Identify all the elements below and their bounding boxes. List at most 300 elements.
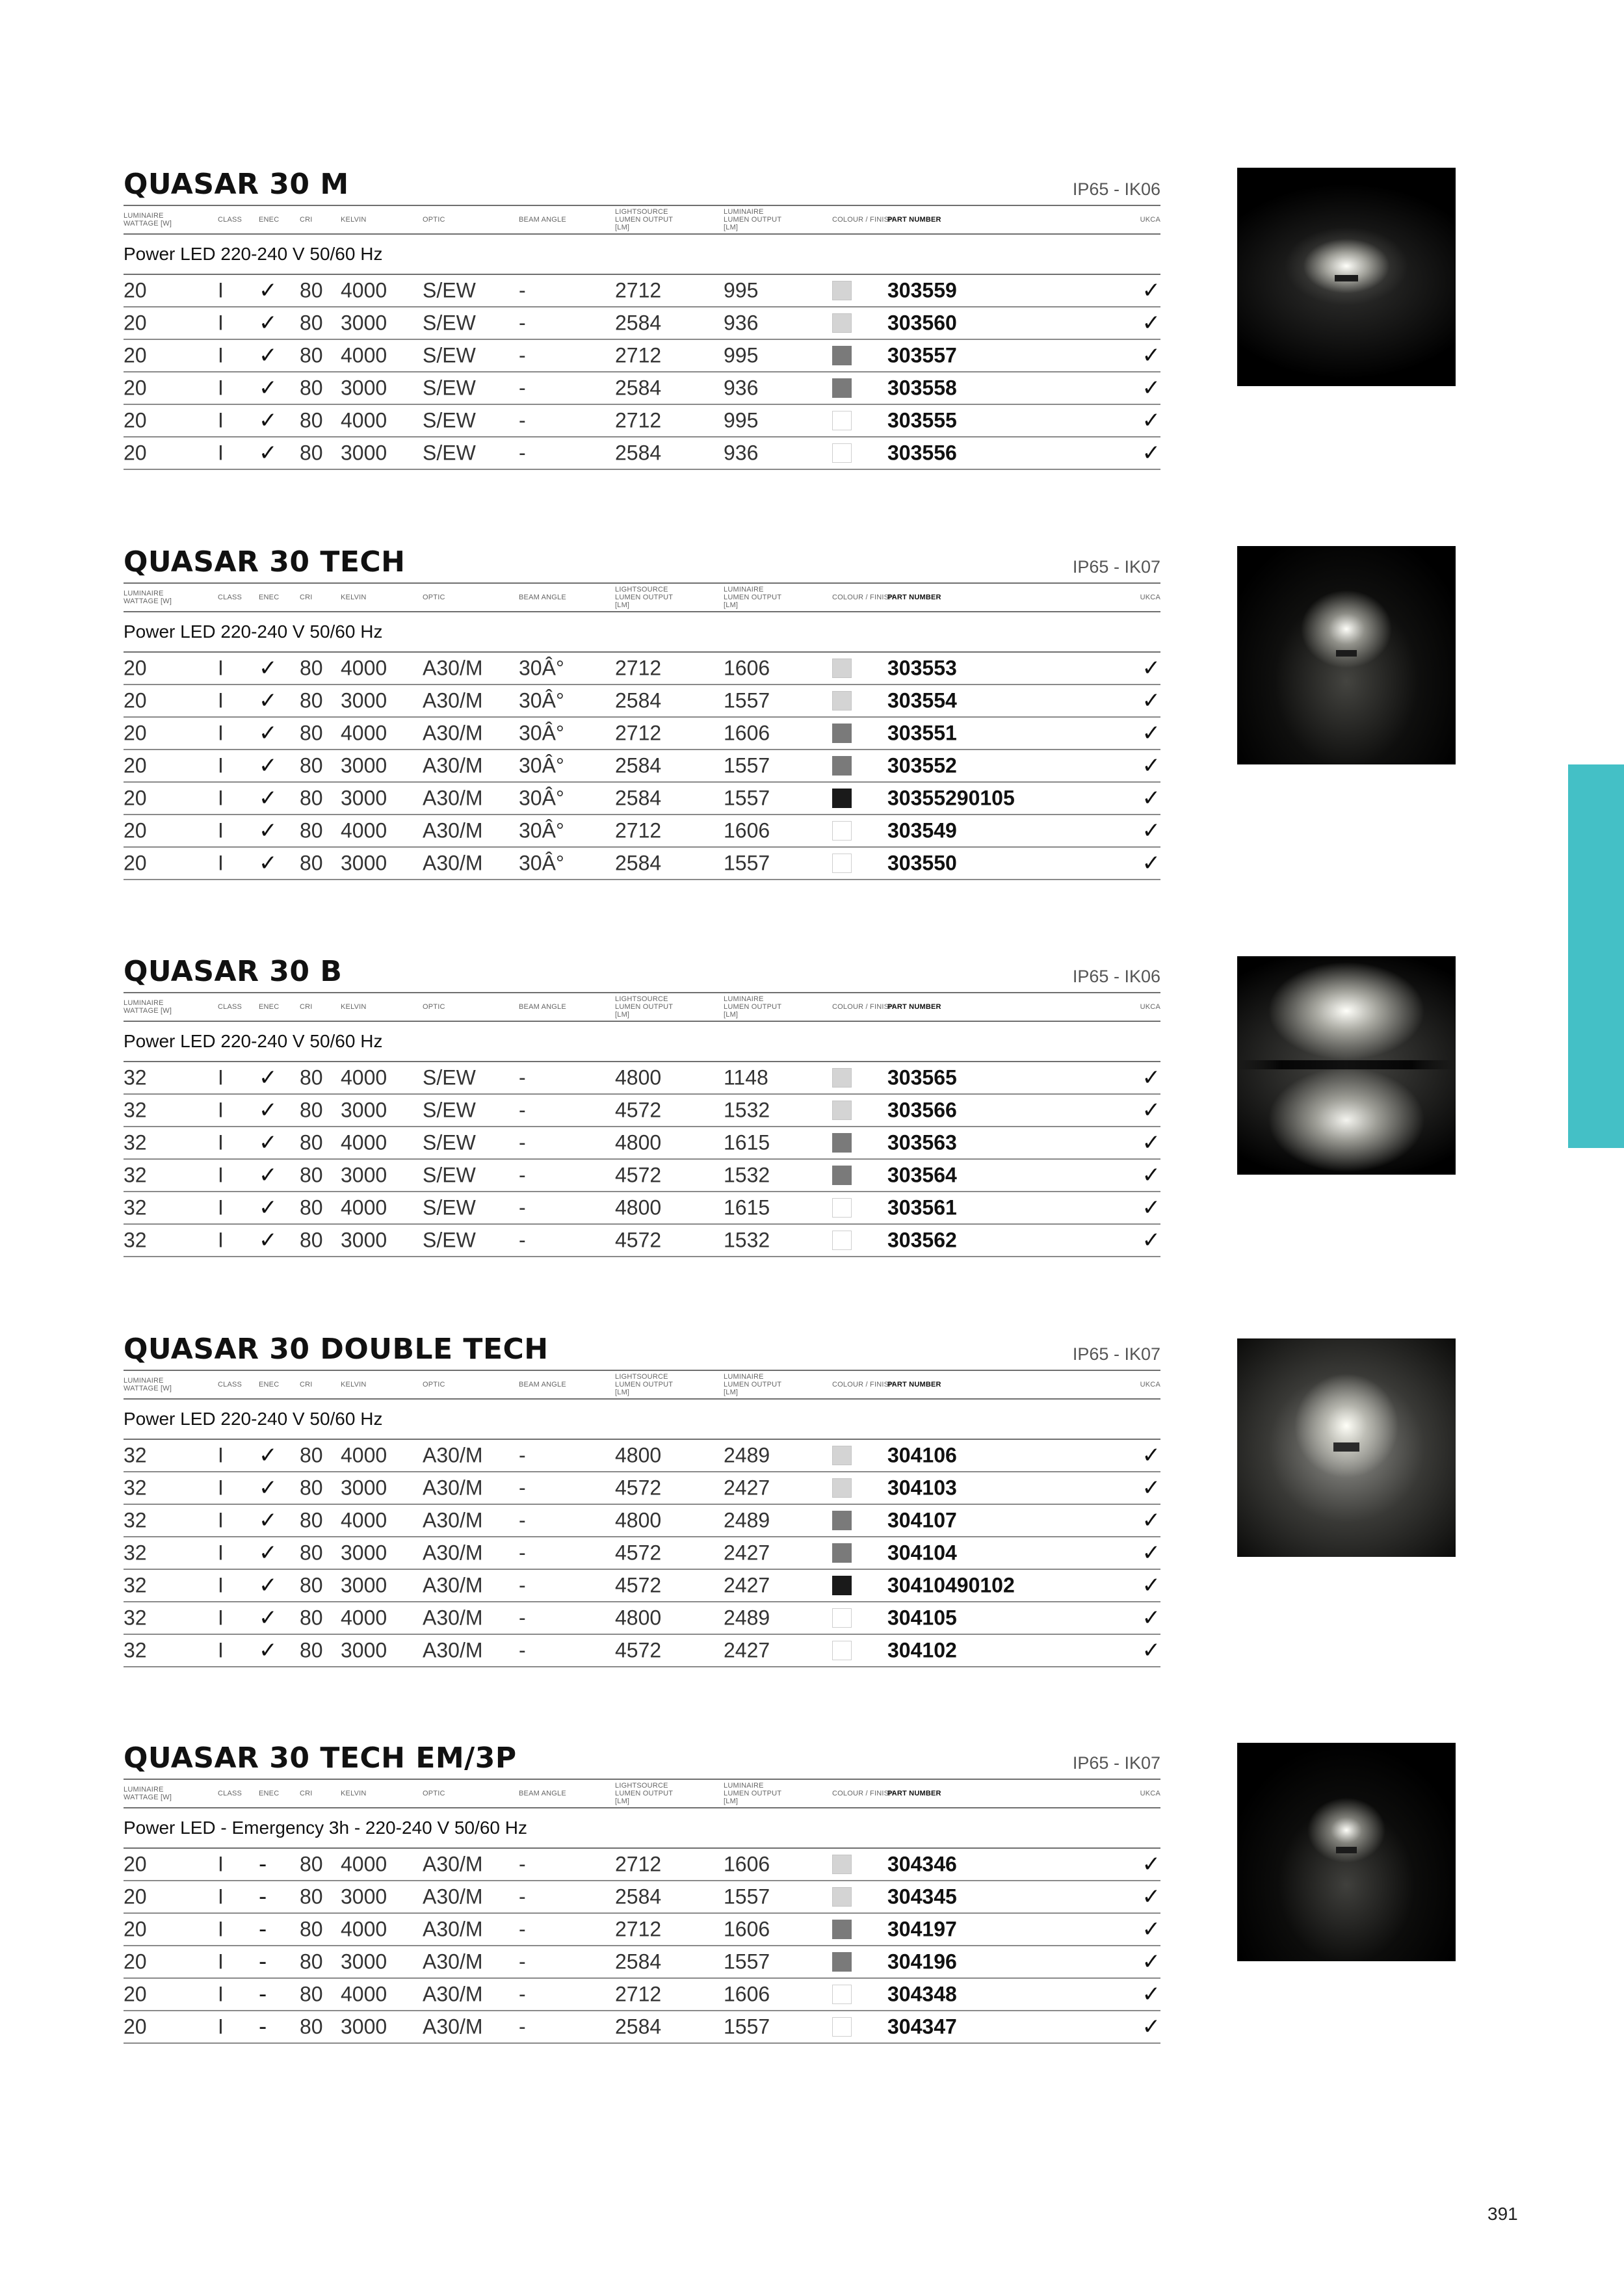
table-header bbox=[124, 206, 1160, 235]
cell-lum: 1606 bbox=[724, 1917, 770, 1941]
cell-kelvin: 3000 bbox=[341, 1950, 387, 1974]
cell-class: I bbox=[218, 1917, 224, 1941]
cell-kelvin: 3000 bbox=[341, 441, 387, 465]
product-photo-quasar-30-b bbox=[1237, 956, 1456, 1175]
cell-class: I bbox=[218, 1508, 224, 1532]
cell-class: I bbox=[218, 1638, 224, 1662]
cell-cri: 80 bbox=[300, 408, 323, 432]
cell-watt: 20 bbox=[124, 278, 147, 302]
colour-swatch bbox=[832, 313, 852, 333]
cell-cri: 80 bbox=[300, 1950, 323, 1974]
header-ukca: UKCA bbox=[1140, 1790, 1160, 1797]
cell-watt: 20 bbox=[124, 408, 147, 432]
cell-part: 304346 bbox=[887, 1852, 957, 1876]
cell-part: 30410490102 bbox=[887, 1573, 1015, 1597]
cell-watt: 20 bbox=[124, 1917, 147, 1941]
cell-lum: 2489 bbox=[724, 1606, 770, 1630]
cell-cri: 80 bbox=[300, 1852, 323, 1876]
cell-cri: 80 bbox=[300, 721, 323, 745]
table-row bbox=[124, 1881, 1160, 1914]
cell-class: I bbox=[218, 343, 224, 367]
table-header bbox=[124, 1371, 1160, 1400]
header-part: PART NUMBER bbox=[887, 594, 941, 601]
cell-ls: 2584 bbox=[615, 376, 662, 400]
colour-swatch bbox=[832, 1068, 852, 1088]
table-header bbox=[124, 584, 1160, 612]
cell-beam: 30Â° bbox=[519, 721, 564, 745]
colour-swatch bbox=[832, 411, 852, 430]
cell-beam: 30Â° bbox=[519, 656, 564, 680]
cell-ls: 2584 bbox=[615, 1885, 662, 1909]
finish-swatch bbox=[832, 1608, 852, 1628]
table-header bbox=[124, 993, 1160, 1022]
table-row bbox=[124, 815, 1160, 848]
header-part: PART NUMBER bbox=[887, 1790, 941, 1797]
ukca-mark: ✓ bbox=[1142, 753, 1160, 779]
cell-lum: 1557 bbox=[724, 786, 770, 810]
ukca-mark: ✓ bbox=[1142, 1162, 1160, 1188]
finish-swatch bbox=[832, 1478, 852, 1498]
header-class: CLASS bbox=[218, 216, 242, 224]
ukca-mark: ✓ bbox=[1142, 408, 1160, 434]
cell-class: I bbox=[218, 311, 224, 335]
fixture-shape bbox=[1336, 1847, 1357, 1853]
ukca-mark: ✓ bbox=[1142, 1851, 1160, 1877]
cell-ls: 2712 bbox=[615, 1852, 662, 1876]
cell-beam: - bbox=[519, 1541, 526, 1565]
header-lum: LUMINAIRE LUMEN OUTPUT [LM] bbox=[724, 1782, 781, 1805]
cell-part: 304105 bbox=[887, 1606, 957, 1630]
cell-watt: 20 bbox=[124, 656, 147, 680]
ukca-mark: ✓ bbox=[1142, 1605, 1160, 1631]
header-kelvin: KELVIN bbox=[341, 1003, 367, 1011]
cell-ls: 4800 bbox=[615, 1606, 662, 1630]
colour-swatch bbox=[832, 1887, 852, 1907]
cell-beam: - bbox=[519, 1098, 526, 1122]
header-part: PART NUMBER bbox=[887, 1003, 941, 1011]
enec-mark: ✓ bbox=[259, 1442, 278, 1468]
header-lum: LUMINAIRE LUMEN OUTPUT [LM] bbox=[724, 586, 781, 609]
finish-swatch bbox=[832, 1920, 852, 1939]
cell-kelvin: 3000 bbox=[341, 1885, 387, 1909]
cell-ls: 2584 bbox=[615, 688, 662, 712]
cell-lum: 2427 bbox=[724, 1573, 770, 1597]
cell-ls: 2584 bbox=[615, 441, 662, 465]
cell-part: 304347 bbox=[887, 2015, 957, 2039]
cell-kelvin: 3000 bbox=[341, 753, 387, 777]
cell-part: 303550 bbox=[887, 851, 957, 875]
colour-swatch bbox=[832, 1985, 852, 2004]
cell-part: 303564 bbox=[887, 1163, 957, 1187]
cell-class: I bbox=[218, 688, 224, 712]
cell-cri: 80 bbox=[300, 656, 323, 680]
cell-lum: 1532 bbox=[724, 1228, 770, 1252]
cell-beam: - bbox=[519, 1573, 526, 1597]
header-ls: LIGHTSOURCE LUMEN OUTPUT [LM] bbox=[615, 1782, 673, 1805]
cell-cri: 80 bbox=[300, 1606, 323, 1630]
cell-ls: 4572 bbox=[615, 1573, 662, 1597]
fixture-shape bbox=[1333, 1442, 1359, 1452]
cell-class: I bbox=[218, 2015, 224, 2039]
enec-mark: ✓ bbox=[259, 1540, 278, 1566]
cell-watt: 20 bbox=[124, 343, 147, 367]
cell-part: 303559 bbox=[887, 278, 957, 302]
cell-part: 303555 bbox=[887, 408, 957, 432]
cell-lum: 1532 bbox=[724, 1163, 770, 1187]
power-description: Power LED 220-240 V 50/60 Hz bbox=[124, 235, 1160, 275]
cell-optic: A30/M bbox=[423, 1476, 483, 1500]
section-title-row bbox=[124, 1331, 1160, 1371]
table-row bbox=[124, 1635, 1160, 1667]
cell-class: I bbox=[218, 1852, 224, 1876]
finish-swatch bbox=[832, 659, 852, 678]
cell-kelvin: 3000 bbox=[341, 786, 387, 810]
cell-lum: 936 bbox=[724, 311, 759, 335]
cell-lum: 1606 bbox=[724, 721, 770, 745]
cell-beam: - bbox=[519, 1228, 526, 1252]
cell-class: I bbox=[218, 753, 224, 777]
cell-optic: S/EW bbox=[423, 1065, 476, 1089]
table-row bbox=[124, 685, 1160, 718]
cell-ls: 2712 bbox=[615, 1917, 662, 1941]
cell-class: I bbox=[218, 1443, 224, 1467]
header-kelvin: KELVIN bbox=[341, 594, 367, 601]
ukca-mark: ✓ bbox=[1142, 1540, 1160, 1566]
table-row bbox=[124, 1849, 1160, 1881]
header-class: CLASS bbox=[218, 1381, 242, 1389]
finish-swatch bbox=[832, 789, 852, 808]
header-enec: ENEC bbox=[259, 1003, 280, 1011]
cell-optic: A30/M bbox=[423, 753, 483, 777]
enec-mark: - bbox=[259, 1981, 267, 2007]
header-lum: LUMINAIRE LUMEN OUTPUT [LM] bbox=[724, 1373, 781, 1396]
ukca-mark: ✓ bbox=[1142, 785, 1160, 811]
cell-kelvin: 3000 bbox=[341, 688, 387, 712]
ukca-mark: ✓ bbox=[1142, 1949, 1160, 1975]
enec-mark: ✓ bbox=[259, 310, 278, 336]
cell-optic: A30/M bbox=[423, 851, 483, 875]
cell-lum: 936 bbox=[724, 441, 759, 465]
colour-swatch bbox=[832, 1198, 852, 1218]
finish-swatch bbox=[832, 1068, 852, 1088]
cell-optic: S/EW bbox=[423, 1228, 476, 1252]
cell-part: 304345 bbox=[887, 1885, 957, 1909]
cell-part: 303556 bbox=[887, 441, 957, 465]
colour-swatch bbox=[832, 281, 852, 300]
ip-rating: IP65 - IK06 bbox=[1072, 967, 1160, 986]
ip-rating: IP65 - IK07 bbox=[1072, 557, 1160, 577]
table-row bbox=[124, 1602, 1160, 1635]
cell-optic: A30/M bbox=[423, 721, 483, 745]
cell-cri: 80 bbox=[300, 1917, 323, 1941]
table-row bbox=[124, 1160, 1160, 1192]
product-photo-quasar-30-double-tech bbox=[1237, 1338, 1456, 1557]
cell-cri: 80 bbox=[300, 1163, 323, 1187]
cell-class: I bbox=[218, 818, 224, 842]
header-kelvin: KELVIN bbox=[341, 1790, 367, 1797]
cell-optic: A30/M bbox=[423, 1917, 483, 1941]
cell-watt: 20 bbox=[124, 311, 147, 335]
header-class: CLASS bbox=[218, 594, 242, 601]
header-watt: LUMINAIRE WATTAGE [W] bbox=[124, 1786, 172, 1801]
enec-mark: ✓ bbox=[259, 720, 278, 746]
table-row bbox=[124, 405, 1160, 437]
table-row bbox=[124, 653, 1160, 685]
ukca-mark: ✓ bbox=[1142, 1130, 1160, 1156]
cell-lum: 2489 bbox=[724, 1508, 770, 1532]
cell-ls: 2584 bbox=[615, 851, 662, 875]
cell-part: 304103 bbox=[887, 1476, 957, 1500]
enec-mark: ✓ bbox=[259, 1227, 278, 1253]
cell-ls: 2584 bbox=[615, 2015, 662, 2039]
cell-optic: S/EW bbox=[423, 1195, 476, 1220]
enec-mark: ✓ bbox=[259, 1130, 278, 1156]
cell-lum: 1606 bbox=[724, 1982, 770, 2006]
product-photo-quasar-30-tech bbox=[1237, 546, 1456, 764]
colour-swatch bbox=[832, 789, 852, 808]
finish-swatch bbox=[832, 821, 852, 841]
cell-beam: - bbox=[519, 311, 526, 335]
product-section-quasar-30-tech bbox=[124, 543, 1160, 880]
cell-cri: 80 bbox=[300, 343, 323, 367]
cell-watt: 32 bbox=[124, 1195, 147, 1220]
finish-swatch bbox=[832, 1446, 852, 1465]
fixture-shape bbox=[1237, 1060, 1456, 1069]
finish-swatch bbox=[832, 1231, 852, 1250]
table-row bbox=[124, 1472, 1160, 1505]
cell-beam: - bbox=[519, 1443, 526, 1467]
cell-beam: - bbox=[519, 1195, 526, 1220]
enec-mark: ✓ bbox=[259, 1507, 278, 1533]
enec-mark: ✓ bbox=[259, 655, 278, 681]
ukca-mark: ✓ bbox=[1142, 1442, 1160, 1468]
enec-mark: ✓ bbox=[259, 1605, 278, 1631]
header-enec: ENEC bbox=[259, 216, 280, 224]
cell-watt: 32 bbox=[124, 1508, 147, 1532]
cell-ls: 2712 bbox=[615, 721, 662, 745]
cell-watt: 20 bbox=[124, 441, 147, 465]
header-ls: LIGHTSOURCE LUMEN OUTPUT [LM] bbox=[615, 995, 673, 1019]
cell-class: I bbox=[218, 1573, 224, 1597]
table-row bbox=[124, 1095, 1160, 1127]
enec-mark: ✓ bbox=[259, 1065, 278, 1091]
cell-cri: 80 bbox=[300, 1065, 323, 1089]
cell-cri: 80 bbox=[300, 2015, 323, 2039]
cell-lum: 936 bbox=[724, 376, 759, 400]
finish-swatch bbox=[832, 281, 852, 300]
header-cri: CRI bbox=[300, 216, 313, 224]
cell-ls: 2712 bbox=[615, 408, 662, 432]
header-enec: ENEC bbox=[259, 594, 280, 601]
table-row bbox=[124, 1914, 1160, 1946]
cell-kelvin: 3000 bbox=[341, 1228, 387, 1252]
ukca-mark: ✓ bbox=[1142, 1981, 1160, 2007]
header-ls: LIGHTSOURCE LUMEN OUTPUT [LM] bbox=[615, 208, 673, 231]
cell-lum: 2427 bbox=[724, 1638, 770, 1662]
cell-kelvin: 4000 bbox=[341, 408, 387, 432]
colour-swatch bbox=[832, 2017, 852, 2037]
header-beam: BEAM ANGLE bbox=[519, 1790, 566, 1797]
enec-mark: ✓ bbox=[259, 440, 278, 466]
cell-watt: 20 bbox=[124, 753, 147, 777]
cell-kelvin: 4000 bbox=[341, 1130, 387, 1155]
product-title: QUASAR 30 DOUBLE TECH bbox=[124, 1333, 549, 1366]
finish-swatch bbox=[832, 1952, 852, 1972]
cell-beam: - bbox=[519, 408, 526, 432]
cell-watt: 32 bbox=[124, 1573, 147, 1597]
cell-ls: 4572 bbox=[615, 1228, 662, 1252]
colour-swatch bbox=[832, 1101, 852, 1120]
cell-lum: 1557 bbox=[724, 1885, 770, 1909]
cell-cri: 80 bbox=[300, 311, 323, 335]
header-col: COLOUR / FINISH bbox=[832, 1003, 895, 1011]
cell-beam: - bbox=[519, 1852, 526, 1876]
cell-kelvin: 4000 bbox=[341, 1443, 387, 1467]
product-photo-quasar-30-m bbox=[1237, 168, 1456, 386]
cell-watt: 20 bbox=[124, 851, 147, 875]
table-row bbox=[124, 340, 1160, 372]
colour-swatch bbox=[832, 443, 852, 463]
finish-swatch bbox=[832, 378, 852, 398]
enec-mark: ✓ bbox=[259, 688, 278, 714]
header-watt: LUMINAIRE WATTAGE [W] bbox=[124, 212, 172, 228]
cell-kelvin: 3000 bbox=[341, 1541, 387, 1565]
cell-class: I bbox=[218, 1065, 224, 1089]
product-section-quasar-30-tech-em3p bbox=[124, 1740, 1160, 2044]
header-beam: BEAM ANGLE bbox=[519, 1003, 566, 1011]
cell-watt: 32 bbox=[124, 1228, 147, 1252]
cell-ls: 2712 bbox=[615, 278, 662, 302]
cell-class: I bbox=[218, 376, 224, 400]
enec-mark: ✓ bbox=[259, 375, 278, 401]
header-watt: LUMINAIRE WATTAGE [W] bbox=[124, 999, 172, 1015]
table-row bbox=[124, 1570, 1160, 1602]
cell-kelvin: 4000 bbox=[341, 1606, 387, 1630]
section-title-row bbox=[124, 166, 1160, 206]
enec-mark: ✓ bbox=[259, 1195, 278, 1221]
cell-beam: - bbox=[519, 1638, 526, 1662]
ukca-mark: ✓ bbox=[1142, 2014, 1160, 2040]
finish-swatch bbox=[832, 313, 852, 333]
cell-optic: S/EW bbox=[423, 278, 476, 302]
cell-watt: 20 bbox=[124, 1852, 147, 1876]
product-section-quasar-30-double-tech bbox=[124, 1331, 1160, 1667]
header-ukca: UKCA bbox=[1140, 1003, 1160, 1011]
cell-watt: 32 bbox=[124, 1476, 147, 1500]
enec-mark: ✓ bbox=[259, 1097, 278, 1123]
cell-beam: - bbox=[519, 1606, 526, 1630]
cell-ls: 2712 bbox=[615, 343, 662, 367]
ukca-mark: ✓ bbox=[1142, 1884, 1160, 1910]
ukca-mark: ✓ bbox=[1142, 1195, 1160, 1221]
enec-mark: ✓ bbox=[259, 343, 278, 369]
cell-part: 303566 bbox=[887, 1098, 957, 1122]
cell-part: 303552 bbox=[887, 753, 957, 777]
table-row bbox=[124, 1505, 1160, 1537]
cell-ls: 4572 bbox=[615, 1541, 662, 1565]
fixture-shape bbox=[1335, 275, 1358, 281]
finish-swatch bbox=[832, 1543, 852, 1563]
cell-lum: 995 bbox=[724, 343, 759, 367]
header-watt: LUMINAIRE WATTAGE [W] bbox=[124, 590, 172, 605]
enec-mark: ✓ bbox=[259, 278, 278, 304]
cell-ls: 4572 bbox=[615, 1476, 662, 1500]
product-title: QUASAR 30 TECH EM/3P bbox=[124, 1742, 517, 1775]
cell-kelvin: 4000 bbox=[341, 1852, 387, 1876]
finish-swatch bbox=[832, 1198, 852, 1218]
section-title-row bbox=[124, 543, 1160, 584]
header-ls: LIGHTSOURCE LUMEN OUTPUT [LM] bbox=[615, 1373, 673, 1396]
cell-class: I bbox=[218, 408, 224, 432]
table-row bbox=[124, 718, 1160, 750]
enec-mark: - bbox=[259, 1851, 267, 1877]
cell-part: 304196 bbox=[887, 1950, 957, 1974]
cell-lum: 1557 bbox=[724, 2015, 770, 2039]
cell-class: I bbox=[218, 1228, 224, 1252]
chapter-tab bbox=[1568, 764, 1624, 1148]
colour-swatch bbox=[832, 854, 852, 873]
ukca-mark: ✓ bbox=[1142, 343, 1160, 369]
cell-beam: - bbox=[519, 1508, 526, 1532]
cell-cri: 80 bbox=[300, 1508, 323, 1532]
colour-swatch bbox=[832, 1641, 852, 1660]
page-number: 391 bbox=[1487, 2204, 1518, 2224]
cell-kelvin: 3000 bbox=[341, 311, 387, 335]
cell-class: I bbox=[218, 278, 224, 302]
enec-mark: ✓ bbox=[259, 408, 278, 434]
cell-beam: - bbox=[519, 1950, 526, 1974]
cell-part: 303557 bbox=[887, 343, 957, 367]
header-col: COLOUR / FINISH bbox=[832, 1790, 895, 1797]
colour-swatch bbox=[832, 1511, 852, 1530]
cell-watt: 32 bbox=[124, 1130, 147, 1155]
product-section-quasar-30-b bbox=[124, 953, 1160, 1257]
header-ukca: UKCA bbox=[1140, 594, 1160, 601]
cell-beam: - bbox=[519, 278, 526, 302]
product-title: QUASAR 30 M bbox=[124, 168, 349, 201]
header-part: PART NUMBER bbox=[887, 1381, 941, 1389]
finish-swatch bbox=[832, 1576, 852, 1595]
table-row bbox=[124, 1225, 1160, 1257]
cell-part: 303560 bbox=[887, 311, 957, 335]
enec-mark: ✓ bbox=[259, 753, 278, 779]
cell-watt: 20 bbox=[124, 818, 147, 842]
cell-cri: 80 bbox=[300, 1195, 323, 1220]
colour-swatch bbox=[832, 1231, 852, 1250]
cell-beam: 30Â° bbox=[519, 688, 564, 712]
cell-lum: 2427 bbox=[724, 1541, 770, 1565]
product-photo-quasar-30-tech-em3p bbox=[1237, 1743, 1456, 1961]
cell-kelvin: 3000 bbox=[341, 376, 387, 400]
ukca-mark: ✓ bbox=[1142, 1227, 1160, 1253]
cell-cri: 80 bbox=[300, 376, 323, 400]
cell-beam: 30Â° bbox=[519, 851, 564, 875]
cell-cri: 80 bbox=[300, 1228, 323, 1252]
finish-swatch bbox=[832, 1166, 852, 1185]
cell-class: I bbox=[218, 1098, 224, 1122]
colour-swatch bbox=[832, 1478, 852, 1498]
ip-rating: IP65 - IK07 bbox=[1072, 1753, 1160, 1773]
table-row bbox=[124, 1946, 1160, 1979]
cell-lum: 2489 bbox=[724, 1443, 770, 1467]
cell-optic: S/EW bbox=[423, 376, 476, 400]
cell-class: I bbox=[218, 851, 224, 875]
cell-beam: - bbox=[519, 1163, 526, 1187]
table-row bbox=[124, 1127, 1160, 1160]
cell-beam: 30Â° bbox=[519, 818, 564, 842]
cell-ls: 4572 bbox=[615, 1638, 662, 1662]
cell-beam: - bbox=[519, 376, 526, 400]
